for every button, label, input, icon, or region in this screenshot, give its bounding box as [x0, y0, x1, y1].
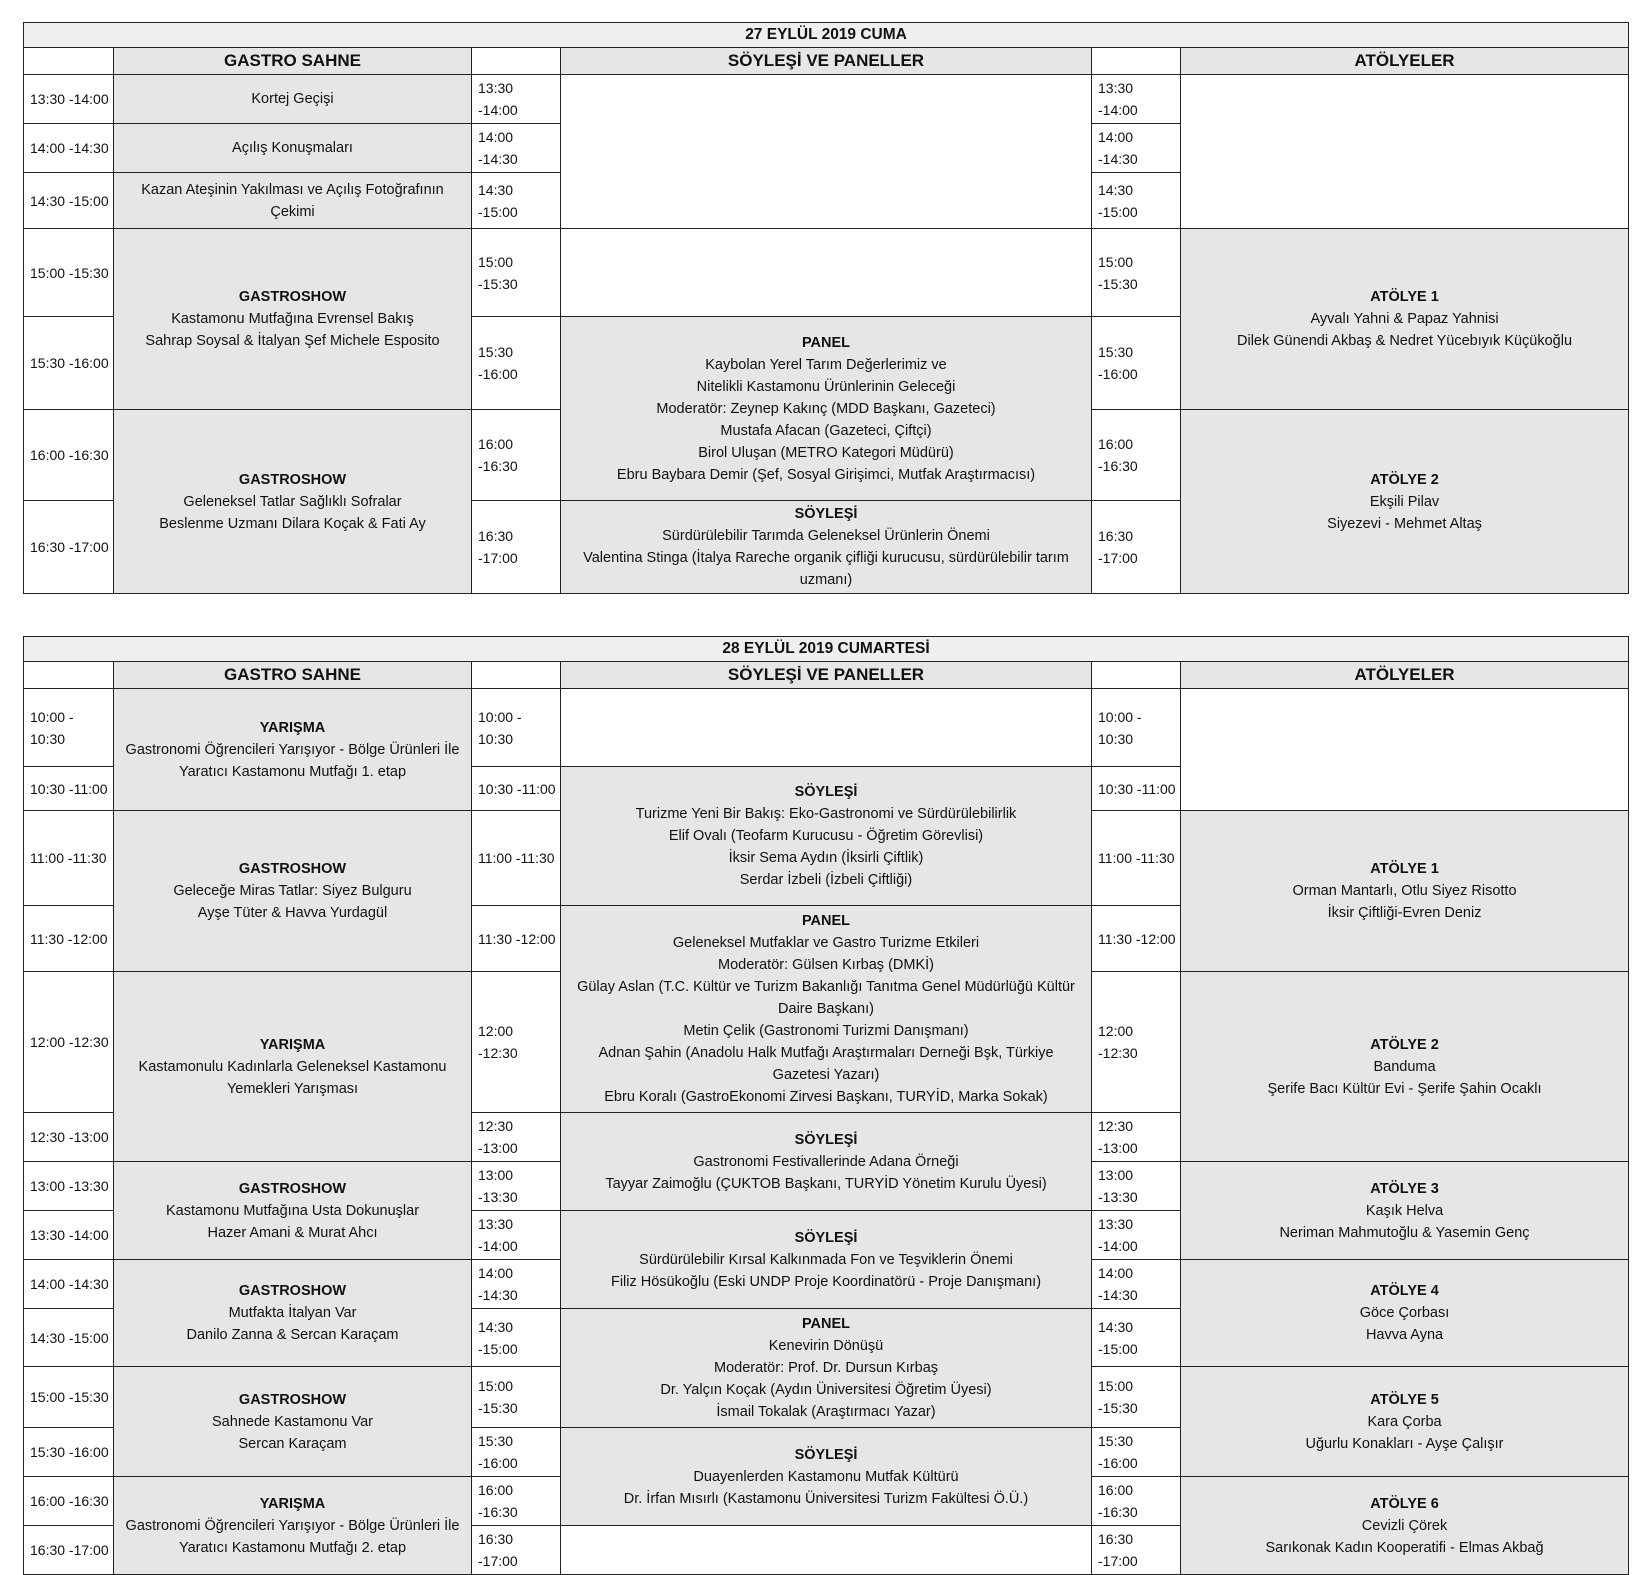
talks-empty-slot — [561, 75, 1092, 229]
talks-header: SÖYLEŞİ VE PANELLER — [561, 48, 1092, 75]
workshops-empty-slot — [1181, 689, 1629, 811]
stage-event: GASTROSHOW Mutfakta İtalyan Var Danilo Zanna & Sercan Karaçam — [114, 1260, 472, 1367]
time-cell: 14:30 -15:00 — [24, 1309, 114, 1367]
time-cell: 14:00 -14:30 — [1092, 1260, 1181, 1309]
time-cell: 16:30 -17:00 — [472, 501, 561, 594]
time-cell: 10:00 - 10:30 — [1092, 689, 1181, 767]
time-cell: 10:00 - 10:30 — [24, 689, 114, 767]
time-header-blank — [1092, 662, 1181, 689]
stage-event: Açılış Konuşmaları — [114, 124, 472, 173]
time-cell: 14:00 -14:30 — [1092, 124, 1181, 173]
stage-event: GASTROSHOW Kastamonu Mutfağına Evrensel Bakış Sahrap Soysal & İtalyan Şef Michele Esposito — [114, 229, 472, 410]
time-cell: 14:30 -15:00 — [1092, 173, 1181, 229]
stage-event: Kortej Geçişi — [114, 75, 472, 124]
time-cell: 13:00 -13:30 — [1092, 1162, 1181, 1211]
time-cell: 12:00 -12:30 — [24, 972, 114, 1113]
stage-event: GASTROSHOW Sahnede Kastamonu Var Sercan Karaçam — [114, 1367, 472, 1477]
time-cell: 10:30 -11:00 — [1092, 767, 1181, 811]
time-cell: 15:30 -16:00 — [472, 317, 561, 410]
workshop-event: ATÖLYE 4 Göce Çorbası Havva Ayna — [1181, 1260, 1629, 1367]
day1-schedule-table — [23, 22, 1629, 594]
time-header-blank — [472, 48, 561, 75]
time-cell: 16:30 -17:00 — [24, 501, 114, 594]
time-cell: 13:30 -14:00 — [24, 1211, 114, 1260]
stage-event: Kazan Ateşinin Yakılması ve Açılış Fotoğrafının Çekimi — [114, 173, 472, 229]
time-cell: 14:00 -14:30 — [472, 1260, 561, 1309]
talk-event: SÖYLEŞİ Sürdürülebilir Kırsal Kalkınmada Fon ve Teşviklerin Önemi Filiz Hösükoğlu (Eski UNDP Proje Koordinatörü - Proje Danışmanı) — [561, 1211, 1092, 1309]
time-cell: 10:30 -11:00 — [24, 767, 114, 811]
day2-schedule-table — [23, 636, 1629, 1575]
day1-title: 27 EYLÜL 2019 CUMA — [24, 23, 1629, 48]
stage-header: GASTRO SAHNE — [114, 662, 472, 689]
time-cell: 16:00 -16:30 — [24, 410, 114, 501]
time-cell: 11:30 -12:00 — [472, 906, 561, 972]
talk-event: PANEL Kaybolan Yerel Tarım Değerlerimiz ve Nitelikli Kastamonu Ürünlerinin Geleceği Moderatör: Zeynep Kakınç (MDD Başkanı, Gazeteci) Mustafa Afacan (Gazeteci, Çiftçi) Birol Uluşan (METRO Kategori Müdürü) Ebru Baybara Demir (Şef, Sosyal Girişimci, Mutfak Araştırmacısı) — [561, 317, 1092, 501]
workshop-event: ATÖLYE 6 Cevizli Çörek Sarıkonak Kadın Kooperatifi - Elmas Akbağ — [1181, 1477, 1629, 1575]
time-cell: 13:00 -13:30 — [24, 1162, 114, 1211]
stage-event: YARIŞMA Gastronomi Öğrencileri Yarışıyor - Bölge Ürünleri İle Yaratıcı Kastamonu Mutfağı 2. etap — [114, 1477, 472, 1575]
time-cell: 13:30 -14:00 — [472, 1211, 561, 1260]
stage-event: GASTROSHOW Geleceğe Miras Tatlar: Siyez Bulguru Ayşe Tüter & Havva Yurdagül — [114, 811, 472, 972]
time-cell: 16:00 -16:30 — [1092, 1477, 1181, 1526]
time-cell: 11:00 -11:30 — [472, 811, 561, 906]
day2-title: 28 EYLÜL 2019 CUMARTESİ — [24, 637, 1629, 662]
workshop-event: ATÖLYE 5 Kara Çorba Uğurlu Konakları - Ayşe Çalışır — [1181, 1367, 1629, 1477]
time-cell: 16:00 -16:30 — [472, 410, 561, 501]
talk-event: SÖYLEŞİ Sürdürülebilir Tarımda Geleneksel Ürünlerin Önemi Valentina Stinga (İtalya Rareche organik çifliği kurucusu, sürdürülebilir tarım uzmanı) — [561, 501, 1092, 594]
time-header-blank — [472, 662, 561, 689]
time-cell: 14:00 -14:30 — [472, 124, 561, 173]
time-cell: 16:30 -17:00 — [1092, 501, 1181, 594]
stage-event: YARIŞMA Kastamonulu Kadınlarla Geleneksel Kastamonu Yemekleri Yarışması — [114, 972, 472, 1162]
time-cell: 15:00 -15:30 — [472, 1367, 561, 1428]
time-cell: 12:00 -12:30 — [472, 972, 561, 1113]
time-cell: 15:00 -15:30 — [24, 1367, 114, 1428]
workshops-empty-slot — [1181, 75, 1629, 229]
time-cell: 15:30 -16:00 — [1092, 317, 1181, 410]
workshop-event: ATÖLYE 1 Ayvalı Yahni & Papaz Yahnisi Dilek Günendi Akbaş & Nedret Yücebıyık Küçükoğlu — [1181, 229, 1629, 410]
workshop-event: ATÖLYE 2 Banduma Şerife Bacı Kültür Evi - Şerife Şahin Ocaklı — [1181, 972, 1629, 1162]
time-cell: 13:30 -14:00 — [472, 75, 561, 124]
time-cell: 15:30 -16:00 — [1092, 1428, 1181, 1477]
talks-empty-slot — [561, 1526, 1092, 1575]
stage-event: YARIŞMA Gastronomi Öğrencileri Yarışıyor - Bölge Ürünleri İle Yaratıcı Kastamonu Mutfağı 1. etap — [114, 689, 472, 811]
time-cell: 10:00 - 10:30 — [472, 689, 561, 767]
talk-event: SÖYLEŞİ Turizme Yeni Bir Bakış: Eko-Gastronomi ve Sürdürülebilirlik Elif Ovalı (Teofarm Kurucusu - Öğretim Görevlisi) İksir Sema Aydın (İksirli Çiftlik) Serdar İzbeli (İzbeli Çiftliği) — [561, 767, 1092, 906]
time-cell: 11:30 -12:00 — [1092, 906, 1181, 972]
time-cell: 12:30 -13:00 — [1092, 1113, 1181, 1162]
time-header-blank — [24, 48, 114, 75]
time-cell: 12:30 -13:00 — [24, 1113, 114, 1162]
time-cell: 16:30 -17:00 — [24, 1526, 114, 1575]
talks-empty-slot — [561, 229, 1092, 317]
time-header-blank — [24, 662, 114, 689]
workshop-event: ATÖLYE 3 Kaşık Helva Neriman Mahmutoğlu & Yasemin Genç — [1181, 1162, 1629, 1260]
time-cell: 15:00 -15:30 — [1092, 1367, 1181, 1428]
time-cell: 15:00 -15:30 — [24, 229, 114, 317]
workshops-header: ATÖLYELER — [1181, 662, 1629, 689]
time-cell: 14:00 -14:30 — [24, 124, 114, 173]
time-cell: 11:00 -11:30 — [24, 811, 114, 906]
time-cell: 14:00 -14:30 — [24, 1260, 114, 1309]
talk-event: PANEL Kenevirin Dönüşü Moderatör: Prof. Dr. Dursun Kırbaş Dr. Yalçın Koçak (Aydın Üniversitesi Öğretim Üyesi) İsmail Tokalak (Araştırmacı Yazar) — [561, 1309, 1092, 1428]
time-cell: 16:00 -16:30 — [24, 1477, 114, 1526]
time-header-blank — [1092, 48, 1181, 75]
time-cell: 15:30 -16:00 — [472, 1428, 561, 1477]
stage-header: GASTRO SAHNE — [114, 48, 472, 75]
time-cell: 13:00 -13:30 — [472, 1162, 561, 1211]
stage-event: GASTROSHOW Kastamonu Mutfağına Usta Dokunuşlar Hazer Amani & Murat Ahcı — [114, 1162, 472, 1260]
workshop-event: ATÖLYE 2 Ekşili Pilav Siyezevi - Mehmet Altaş — [1181, 410, 1629, 594]
time-cell: 13:30 -14:00 — [24, 75, 114, 124]
time-cell: 16:00 -16:30 — [1092, 410, 1181, 501]
time-cell: 12:30 -13:00 — [472, 1113, 561, 1162]
time-cell: 10:30 -11:00 — [472, 767, 561, 811]
talk-event: SÖYLEŞİ Gastronomi Festivallerinde Adana Örneği Tayyar Zaimoğlu (ÇUKTOB Başkanı, TURYİD Yönetim Kurulu Üyesi) — [561, 1113, 1092, 1211]
time-cell: 14:30 -15:00 — [472, 173, 561, 229]
time-cell: 16:30 -17:00 — [472, 1526, 561, 1575]
workshop-event: ATÖLYE 1 Orman Mantarlı, Otlu Siyez Risotto İksir Çiftliği-Evren Deniz — [1181, 811, 1629, 972]
time-cell: 13:30 -14:00 — [1092, 75, 1181, 124]
time-cell: 11:00 -11:30 — [1092, 811, 1181, 906]
time-cell: 15:30 -16:00 — [24, 1428, 114, 1477]
talks-header: SÖYLEŞİ VE PANELLER — [561, 662, 1092, 689]
time-cell: 16:00 -16:30 — [472, 1477, 561, 1526]
time-cell: 12:00 -12:30 — [1092, 972, 1181, 1113]
time-cell: 14:30 -15:00 — [472, 1309, 561, 1367]
time-cell: 15:30 -16:00 — [24, 317, 114, 410]
talk-event: SÖYLEŞİ Duayenlerden Kastamonu Mutfak Kültürü Dr. İrfan Mısırlı (Kastamonu Üniversitesi Turizm Fakültesi Ö.Ü.) — [561, 1428, 1092, 1526]
time-cell: 16:30 -17:00 — [1092, 1526, 1181, 1575]
time-cell: 11:30 -12:00 — [24, 906, 114, 972]
time-cell: 13:30 -14:00 — [1092, 1211, 1181, 1260]
workshops-header: ATÖLYELER — [1181, 48, 1629, 75]
stage-event: GASTROSHOW Geleneksel Tatlar Sağlıklı Sofralar Beslenme Uzmanı Dilara Koçak & Fati Ay — [114, 410, 472, 594]
talk-event: PANEL Geleneksel Mutfaklar ve Gastro Turizme Etkileri Moderatör: Gülsen Kırbaş (DMKİ) Gülay Aslan (T.C. Kültür ve Turizm Bakanlığı Tanıtma Genel Müdürlüğü Kültür Daire Başkanı) Metin Çelik (Gastronomi Turizmi Danışmanı) Adnan Şahin (Anadolu Halk Mutfağı Araştırmaları Derneği Bşk, Türkiye Gazetesi Yazarı) Ebru Koralı (GastroEkonomi Zirvesi Başkanı, TURYİD, Marka Sokak) — [561, 906, 1092, 1113]
time-cell: 14:30 -15:00 — [24, 173, 114, 229]
time-cell: 15:00 -15:30 — [1092, 229, 1181, 317]
talks-empty-slot — [561, 689, 1092, 767]
time-cell: 14:30 -15:00 — [1092, 1309, 1181, 1367]
time-cell: 15:00 -15:30 — [472, 229, 561, 317]
